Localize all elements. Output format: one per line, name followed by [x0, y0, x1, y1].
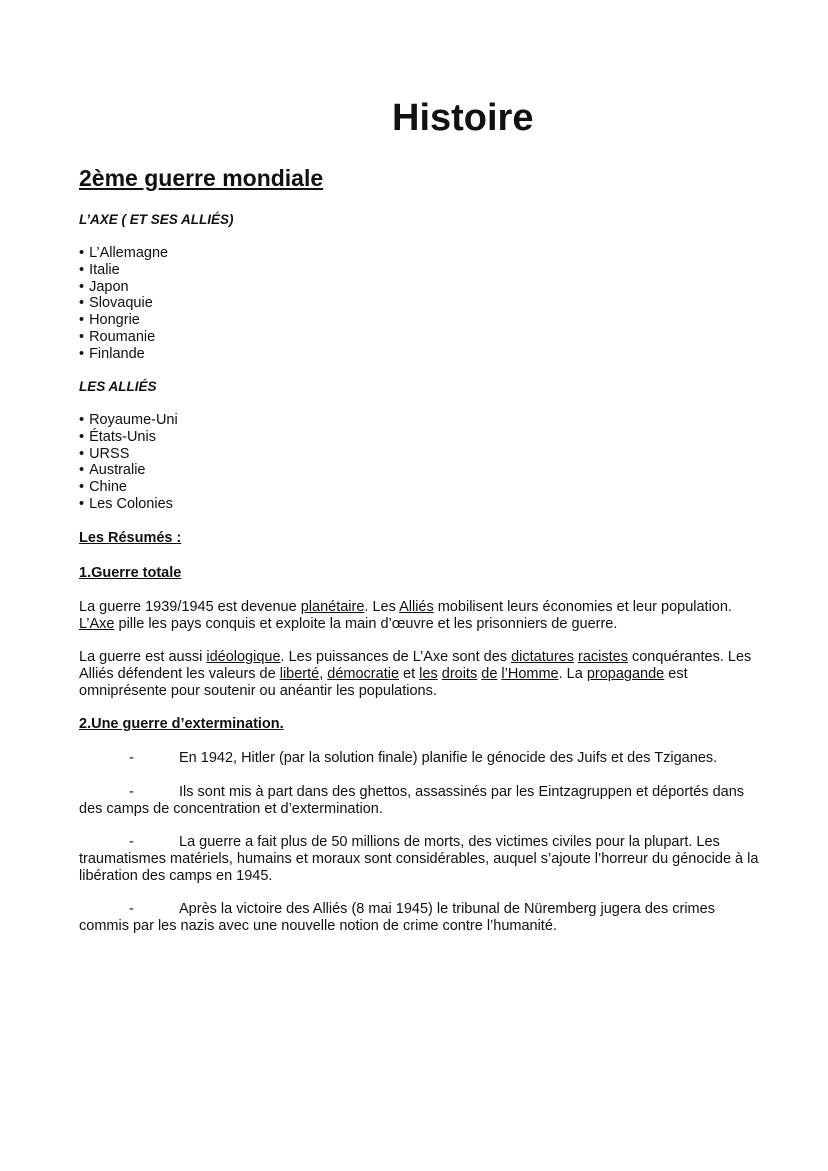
term-planetaire: planétaire [300, 599, 365, 615]
list-item: • Finlande [79, 346, 168, 363]
list-item: • Australie [79, 462, 178, 479]
section-title: 2ème guerre mondiale [79, 165, 324, 191]
list-item: • Les Colonies [79, 496, 178, 513]
term-democratie: démocratie [327, 666, 400, 682]
term-axe: L’Axe [79, 616, 115, 632]
dash-marker: - [129, 784, 134, 800]
section2-item: - Après la victoire des Alliés (8 mai 1945) le tribunal de Nüremberg jugera des crimes commis par les nazis avec une nouvelle notion de crime contre l’humanité. [79, 901, 715, 934]
list-item: • Chine [79, 479, 178, 496]
term-liberte: liberté [279, 666, 320, 682]
dash-marker: - [129, 750, 134, 766]
dash-marker: - [129, 834, 134, 850]
term-propagande: propagande [586, 666, 665, 682]
axe-heading: L’AXE ( ET SES ALLIÉS) [79, 212, 234, 227]
list-item: • États-Unis [79, 429, 178, 446]
term-de: de [481, 666, 498, 682]
section2-heading: 2.Une guerre d’extermination. [79, 716, 284, 732]
term-homme: l’Homme [501, 666, 559, 682]
allies-heading: LES ALLIÉS [79, 379, 157, 394]
resumes-heading: Les Résumés : [79, 530, 182, 546]
section2-item: - En 1942, Hitler (par la solution finale) planifie le génocide des Juifs et des Tziganes. [79, 750, 759, 767]
axe-list [79, 245, 168, 363]
section1-paragraph-1: La guerre 1939/1945 est devenue planétaire. Les Alliés mobilisent leurs économies et leur population. L’Axe pille les pays conquis et exploite la main d’œuvre et les prisonniers de guerre. [79, 599, 732, 632]
list-item: • Slovaquie [79, 295, 168, 312]
list-item: • Japon [79, 279, 168, 296]
section2-item: - La guerre a fait plus de 50 millions de morts, des victimes civiles pour la plupart. Les traumatismes matériels, humains et moraux sont considérables, auquel s’ajoute l’horreur du génocide à la libération des camps en 1945. [79, 834, 759, 884]
section1-paragraph-2: La guerre est aussi idéologique. Les puissances de L’Axe sont des dictatures racistes conquérantes. Les Alliés défendent les valeurs de liberté, démocratie et les droits de l’Homme. La propagande est omniprésente pour soutenir ou anéantir les populations. [79, 649, 752, 699]
dash-marker: - [129, 901, 134, 917]
term-les: les [419, 666, 438, 682]
list-item: • L’Allemagne [79, 245, 168, 262]
term-allies: Alliés [399, 599, 434, 615]
term-racistes: racistes [578, 649, 628, 665]
allies-list [79, 412, 178, 513]
list-item: • Roumanie [79, 329, 168, 346]
section2-item: - Ils sont mis à part dans des ghettos, assassinés par les Eintzagruppen et déportés dans des camps de concentration et d’extermination. [79, 784, 745, 817]
list-item: • URSS [79, 446, 178, 463]
term-ideologique: idéologique [206, 649, 281, 665]
list-item: • Italie [79, 262, 168, 279]
list-item: • Hongrie [79, 312, 168, 329]
term-dictatures: dictatures [511, 649, 574, 665]
term-droits: droits [441, 666, 478, 682]
section1-heading: 1.Guerre totale [79, 565, 182, 581]
page-title: Histoire [392, 97, 534, 139]
list-item: • Royaume-Uni [79, 412, 178, 429]
